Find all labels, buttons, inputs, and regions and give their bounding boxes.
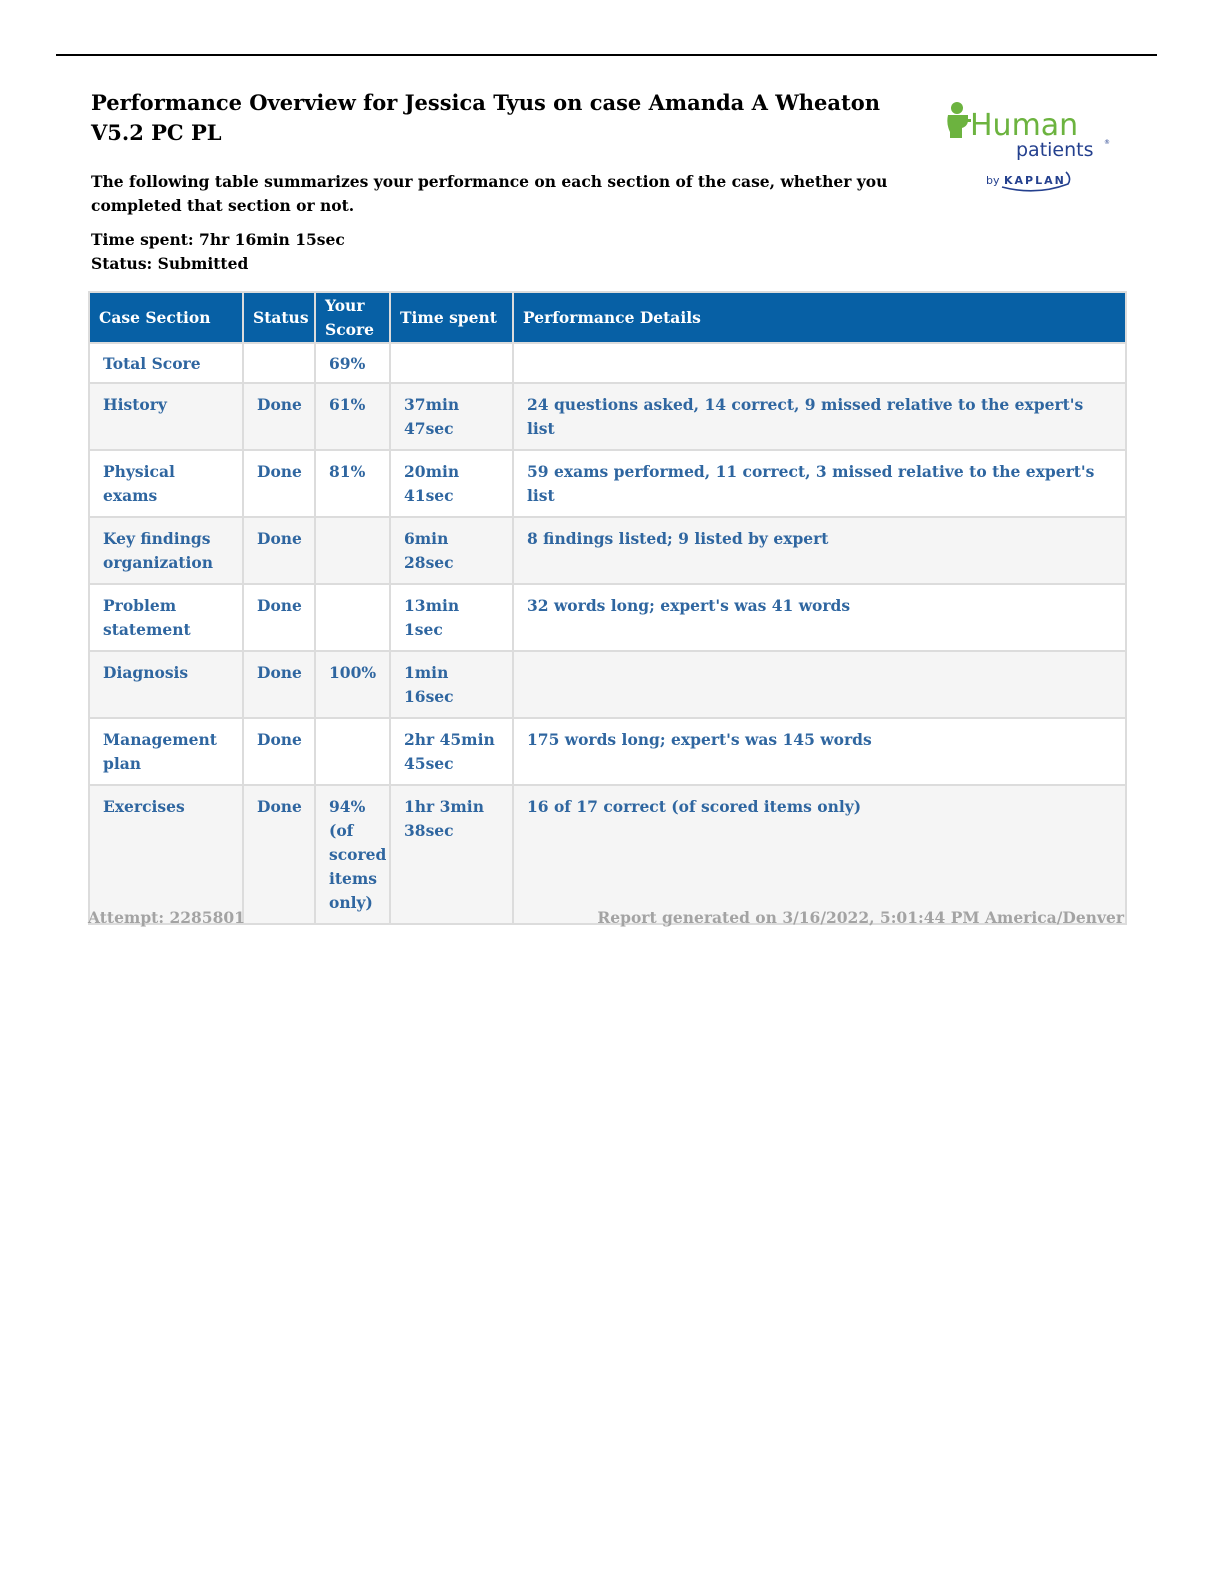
cell-time	[390, 343, 513, 383]
table-row	[89, 383, 1126, 450]
column-header-status: Status	[243, 292, 315, 343]
table-row	[89, 785, 1126, 924]
cell-time: 37min 47sec	[390, 383, 513, 450]
performance-table	[88, 291, 1127, 925]
cell-score	[315, 718, 390, 785]
cell-section: Diagnosis	[89, 651, 243, 718]
cell-status: Done	[243, 584, 315, 651]
table-row	[89, 718, 1126, 785]
cell-status: Done	[243, 383, 315, 450]
logo-by-text: by	[986, 174, 1000, 187]
cell-details	[513, 651, 1126, 718]
cell-score: 61%	[315, 383, 390, 450]
cell-status	[243, 343, 315, 383]
cell-details: 16 of 17 correct (of scored items only)	[513, 785, 1126, 924]
cell-time: 13min 1sec	[390, 584, 513, 651]
page-title: Performance Overview for Jessica Tyus on case Amanda A Wheaton V5.2 PC PL	[91, 90, 880, 145]
cell-time: 20min 41sec	[390, 450, 513, 517]
cell-time: 6min 28sec	[390, 517, 513, 584]
cell-section: Total Score	[89, 343, 243, 383]
cell-details: 32 words long; expert's was 41 words	[513, 584, 1126, 651]
table-row	[89, 450, 1126, 517]
cell-section: Management plan	[89, 718, 243, 785]
table-row	[89, 584, 1126, 651]
cell-time: 2hr 45min 45sec	[390, 718, 513, 785]
svg-text:®: ®	[1104, 139, 1110, 146]
cell-score	[315, 584, 390, 651]
cell-score	[315, 517, 390, 584]
cell-section: Exercises	[89, 785, 243, 924]
cell-section: Problem statement	[89, 584, 243, 651]
cell-details: 59 exams performed, 11 correct, 3 missed relative to the expert's list	[513, 450, 1126, 517]
cell-score: 100%	[315, 651, 390, 718]
cell-status: Done	[243, 517, 315, 584]
cell-status: Done	[243, 651, 315, 718]
cell-score: 94% (of scored items only)	[315, 785, 390, 924]
table-row	[89, 343, 1126, 383]
cell-time: 1min 16sec	[390, 651, 513, 718]
status: Status: Submitted	[91, 254, 249, 273]
cell-score: 69%	[315, 343, 390, 383]
logo-sub-text: patients	[1016, 139, 1094, 161]
cell-score: 81%	[315, 450, 390, 517]
intro-text: The following table summarizes your performance on each section of the case, whether you completed that section or not.	[91, 172, 888, 215]
cell-details: 8 findings listed; 9 listed by expert	[513, 517, 1126, 584]
time-spent: Time spent: 7hr 16min 15sec	[91, 230, 345, 249]
logo-main-text: Human	[970, 108, 1079, 143]
cell-details	[513, 343, 1126, 383]
column-header-performance-details: Performance Details	[513, 292, 1126, 343]
cell-status: Done	[243, 450, 315, 517]
cell-details: 24 questions asked, 14 correct, 9 missed relative to the expert's list	[513, 383, 1126, 450]
column-header-time-spent: Time spent	[390, 292, 513, 343]
summary-meta	[91, 228, 345, 276]
ihuman-patients-logo	[944, 100, 1114, 200]
cell-status: Done	[243, 718, 315, 785]
table-header-row	[89, 292, 1126, 343]
table-row	[89, 517, 1126, 584]
cell-status: Done	[243, 785, 315, 924]
report-generated: Report generated on 3/16/2022, 5:01:44 PM America/Denver	[597, 908, 1124, 927]
ihuman-logo-icon	[944, 100, 1114, 200]
column-header-case-section: Case Section	[89, 292, 243, 343]
table-row	[89, 651, 1126, 718]
cell-section: Physical exams	[89, 450, 243, 517]
cell-section: Key findings organization	[89, 517, 243, 584]
cell-time: 1hr 3min 38sec	[390, 785, 513, 924]
attempt-id: Attempt: 2285801	[88, 908, 245, 927]
top-rule	[56, 54, 1157, 56]
cell-section: History	[89, 383, 243, 450]
logo-brand-text: KAPLAN	[1004, 174, 1066, 187]
column-header-your-score: Your Score	[315, 292, 390, 343]
cell-details: 175 words long; expert's was 145 words	[513, 718, 1126, 785]
